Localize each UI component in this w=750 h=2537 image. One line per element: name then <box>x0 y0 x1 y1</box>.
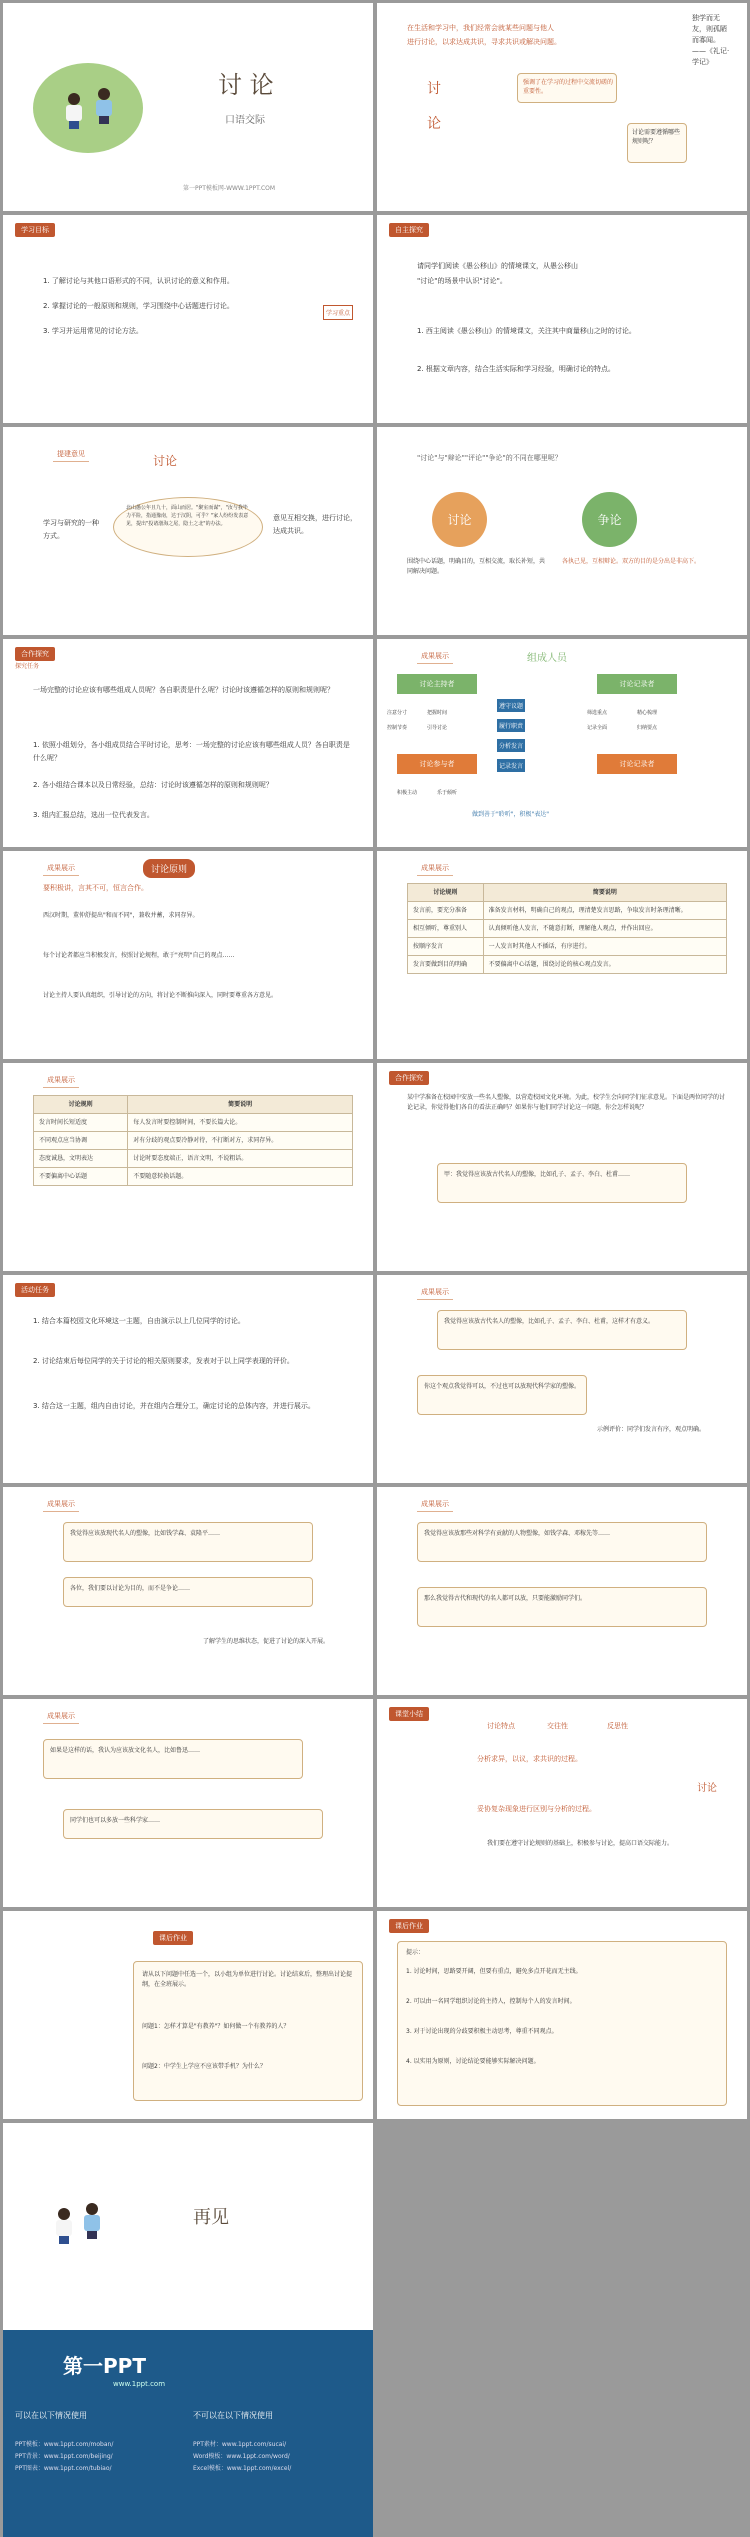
desc-cell: 不要随意转换话题。 <box>128 1168 353 1186</box>
quote-2: 那么我觉得古代和现代的名人都可以放，只要能激励同学们。 <box>424 1595 587 1602</box>
homework-q1: 问题1：怎样才算是"有教养"？如何做一个有教养的人？ <box>142 2023 290 2030</box>
summary-1: 分析求异，以议，求共识的过程。 <box>477 1755 582 1763</box>
right-sub-2: 精心梳理 <box>637 710 658 716</box>
section-tag: 成果展示 <box>417 1285 453 1300</box>
desc-cell: 准备发言材料，明确自己的观点，理清楚发言思路，争取发言时条理清晰。 <box>483 902 726 920</box>
tip-2: 乐于倾听 <box>437 790 458 796</box>
rules-table-2 <box>33 1095 353 1186</box>
footer-link[interactable]: PPT背景：www.1ppt.com/beijing/ <box>15 2453 113 2460</box>
rule-cell: 发言时间长短适度 <box>34 1114 128 1132</box>
girl-illustration <box>53 2208 75 2244</box>
bubble-text: 甲：我觉得应该放古代名人的塑像，比如孔子、孟子、李白、杜甫…… <box>444 1171 631 1178</box>
slide-discuss-def <box>3 427 373 635</box>
summary-bottom: 我们要在遵守讨论规则的基础上，积极参与讨论，提高口语交际能力。 <box>487 1840 674 1847</box>
task-3: 3. 结合这一主题，组内自由讨论，并在组内合理分工，确定讨论的总体内容，并进行展示。 <box>33 1402 315 1410</box>
lead-1: 请同学们阅读《愚公移山》的情境课文，从愚公移山 <box>417 262 578 270</box>
girl-illustration <box>63 93 85 129</box>
coop-question: 一场完整的讨论应该有哪些组成人员呢？各自职责是什么呢？讨论时该遵循怎样的原则和规则呢？ <box>33 686 334 694</box>
right-sub-1: 筛选重点 <box>587 710 608 716</box>
slide-rules-2 <box>3 1063 373 1271</box>
footer-link[interactable]: PPT素材：www.1ppt.com/sucai/ <box>193 2441 287 2448</box>
tree-illustration <box>33 63 143 153</box>
role-recorder: 讨论记录者 <box>597 674 677 694</box>
col-desc: 简要说明 <box>128 1096 353 1114</box>
top-1: 讨论特点 <box>487 1722 515 1730</box>
slide-show-3 <box>377 1487 747 1695</box>
slide-tips <box>377 1911 747 2119</box>
rule-cell: 不同观点应当协调 <box>34 1132 128 1150</box>
compare-title: "讨论"与"辩论""评论""争论"的不同在哪里呢？ <box>417 454 562 462</box>
goal-3: 3. 学习并运用常见的讨论方法。 <box>43 327 143 335</box>
question-2: 2. 根据文章内容，结合生活实际和学习经验，明确讨论的特点。 <box>417 365 615 373</box>
ask-text: 讨论需要遵循哪些规则呢？ <box>632 129 681 145</box>
quote-1: 我觉得应该放现代名人的塑像，比如钱学森、袁隆平…… <box>70 1530 221 1537</box>
slide-bye <box>3 2123 373 2331</box>
para-2: 每个讨论者都应当积极发言，按照讨论规程，敢于"亮明"自己的观点…… <box>43 952 235 959</box>
desc-cell: 一人发言时其他人不插话，有序进行。 <box>483 938 726 956</box>
left-note: 学习与研究的一种方式。 <box>43 519 99 540</box>
quote-box-1 <box>417 1522 707 1562</box>
slide-explore <box>377 215 747 423</box>
role-recorder-2: 讨论记录者 <box>597 754 677 774</box>
quote-box-1 <box>63 1522 313 1562</box>
bubble <box>517 73 617 103</box>
badge-key: 学习重点 <box>323 305 353 320</box>
goal-2: 2. 掌握讨论的一般原则和规则，学习围绕中心话题进行讨论。 <box>43 302 234 310</box>
step-3: 3. 组内汇报总结，选出一位代表发言。 <box>33 811 154 819</box>
para-3: 讨论主持人要认真组织，引导讨论的方向，将讨论不断推向深入，同时要尊重各方意见。 <box>43 992 278 999</box>
tip-1: 积极主动 <box>397 790 418 796</box>
circle-argue: 争论 <box>582 492 637 547</box>
footer-link[interactable]: PPT模板：www.1ppt.com/moban/ <box>15 2441 114 2448</box>
slide-show-1 <box>377 1275 747 1483</box>
section-tag: 成果展示 <box>417 861 453 876</box>
char-tao: 讨 <box>427 81 441 97</box>
quote-box-1 <box>437 1310 687 1350</box>
top-3: 反思性 <box>607 1722 628 1730</box>
slide-intro <box>377 3 747 211</box>
quote-box-1 <box>43 1739 303 1779</box>
quote-2: 同学们也可以多放一些科学家…… <box>70 1817 161 1824</box>
bye-text: 再见 <box>193 2207 229 2228</box>
logo-site: www.1ppt.com <box>113 2380 166 2388</box>
quote-1: 如果是这样的话，我认为应该放文化名人，比如鲁迅…… <box>50 1747 201 1754</box>
desc-cell: 不要偏离中心话题，围绕讨论的核心观点发言。 <box>483 956 726 974</box>
rule-cell: 态度诚恳，文明表达 <box>34 1150 128 1168</box>
quote-box-2 <box>63 1809 323 1839</box>
col-rule: 讨论规则 <box>408 884 484 902</box>
sub-tag: 探究任务 <box>15 663 40 670</box>
col-desc: 简要说明 <box>483 884 726 902</box>
section-tag: 成果展示 <box>417 1497 453 1512</box>
mid-4: 记录发言 <box>497 759 525 772</box>
members-title: 组成人员 <box>527 653 567 664</box>
section-tag: 成果展示 <box>417 649 453 664</box>
section-tag: 成果展示 <box>43 861 79 876</box>
task-2: 2. 讨论结束后每位同学的关于讨论的相关原则要求，发表对于以上同学表现的评价。 <box>33 1357 294 1365</box>
subtitle: 口语交际 <box>225 115 265 126</box>
rule-cell: 相互倾听，尊重别人 <box>408 920 484 938</box>
quote-box-2 <box>417 1375 587 1415</box>
slide-rules-1 <box>377 851 747 1059</box>
step-1: 1. 依照小组划分，各小组成员结合平时讨论，思考：一场完整的讨论应该有哪些组成人员？各自职责是什么呢？ <box>33 741 350 762</box>
story-text: 北山愚公年且九十，面山而居。"聚室而谋"，"汝与我毕力平险，指通豫南，达于汉阴，可乎？"家人纷纷发表意见，提出"投诸渤海之尾，隐土之北"的办法。 <box>126 505 249 527</box>
quote-1: 我觉得应该放那些对科学有贡献的人物塑像，如钱学森、邓稼先等…… <box>424 1530 611 1537</box>
ask-bubble <box>627 123 687 163</box>
quote-1: 我觉得应该放古代名人的塑像，比如孔子、孟子、李白、杜甫，这样才有意义。 <box>444 1318 655 1325</box>
quote-2: 各位，我们要以讨论为目的，而不是争论…… <box>70 1585 191 1592</box>
section-tag: 课堂小结 <box>389 1707 429 1721</box>
note: 了解学生的思维状态，促进了讨论的深入开展。 <box>203 1638 330 1645</box>
slide-summary <box>377 1699 747 1907</box>
intro-line-2: 进行讨论，以求达成共识，寻求共识或解决问题。 <box>407 38 561 46</box>
section-tag: 课后作业 <box>389 1919 429 1933</box>
section-tag: 提建意见 <box>53 447 89 462</box>
rule-cell: 不要偏离中心话题 <box>34 1168 128 1186</box>
summary-2: 妥协复杂现象进行区别与分析的过程。 <box>477 1805 596 1813</box>
role-participant: 讨论参与者 <box>397 754 477 774</box>
left-sub-1: 注意分寸 <box>387 710 408 716</box>
slide-compare <box>377 427 747 635</box>
slide-principles <box>3 851 373 1059</box>
mid-1: 遵守议题 <box>497 699 525 712</box>
section-tag: 学习目标 <box>15 223 55 237</box>
section-tag: 合作探究 <box>15 647 55 661</box>
title: 讨 论 <box>218 71 274 99</box>
right-sub-3: 记录全面 <box>587 725 608 731</box>
tip-1: 1. 讨论时间，思路要开阔，但要有重点，避免多点开花而无主线。 <box>406 1968 582 1975</box>
tips-box <box>397 1941 727 2106</box>
note: 示例评价：同学们发言有序，观点明确。 <box>597 1426 706 1433</box>
story-ellipse <box>113 497 263 557</box>
footer-link[interactable]: Word模板：www.1ppt.com/word/ <box>193 2453 290 2460</box>
right-note: 意见互相交换，进行讨论，达成共识。 <box>273 514 357 535</box>
desc-cell: 对有分歧的观点要冷静对待，不打断对方，求同存异。 <box>128 1132 353 1150</box>
para-1: 西汉时期，董仲舒提出"和而不同"，兼收并蓄，求同存异。 <box>43 912 199 919</box>
desc-cell: 每人发言时要控制时间，不要长篇大论。 <box>128 1114 353 1132</box>
section-tag: 合作探究 <box>389 1071 429 1085</box>
quote-box-2 <box>63 1577 313 1607</box>
homework-lead: 请从以下问题中任选一个，以小组为单位进行讨论。讨论结束后，整理出讨论提纲，在全班展示。 <box>142 1971 353 1988</box>
scenario-bubble <box>437 1163 687 1203</box>
desc-cell: 认真倾听他人发言，不随意打断，理解他人观点，并作出回应。 <box>483 920 726 938</box>
tips-head: 提示： <box>406 1949 425 1956</box>
logo: 第一PPT <box>63 2354 146 2378</box>
members-foot: 做到善于"聆听"，积极"表达" <box>472 811 550 818</box>
quote-2: 你这个观点我觉得可以，不过也可以放现代科学家的塑像。 <box>424 1383 581 1390</box>
usage-left-title: 可以在以下情况使用 <box>15 2411 87 2420</box>
argue-desc: 各执己见，互相辩论。双方的目的是分出是非高下。 <box>562 558 701 565</box>
col-rule: 讨论规则 <box>34 1096 128 1114</box>
role-host: 讨论主持者 <box>397 674 477 694</box>
tip-4: 4. 以实用为原则，讨论结论要能够实际解决问题。 <box>406 2058 540 2065</box>
slide-show-4 <box>3 1699 373 1907</box>
slide-show-2 <box>3 1487 373 1695</box>
question-1: 1. 西主阅读《愚公移山》的情境课文，关注其中商量移山之时的讨论。 <box>417 327 636 335</box>
mid-3: 分析发言 <box>497 739 525 752</box>
principles-title: 讨论原则 <box>143 859 195 878</box>
rule-cell: 按顺序发言 <box>408 938 484 956</box>
lead-2: "讨论"的场景中认识"讨论"。 <box>417 277 507 285</box>
boy-illustration <box>93 88 115 124</box>
tip-2: 2. 可以由一名同学组织讨论的主持人，控制每个人的发言时间。 <box>406 1998 576 2005</box>
section-tag: 活动任务 <box>15 1283 55 1297</box>
principles-sub: 要积极讲，言其不可，恒言合作。 <box>43 884 148 892</box>
section-tag: 自主探究 <box>389 223 429 237</box>
char-lun: 论 <box>427 116 441 132</box>
goal-1: 1. 了解讨论与其他口语形式的不同，认识讨论的意义和作用。 <box>43 277 234 285</box>
homework-box <box>133 1961 363 2101</box>
homework-q2: 问题2：中学生上学应不应该带手机？为什么？ <box>142 2063 266 2070</box>
slide-title <box>3 3 373 211</box>
slide-scenario <box>377 1063 747 1271</box>
slide-coop <box>3 639 373 847</box>
slide-members <box>377 639 747 847</box>
footer-link[interactable]: Excel模板：www.1ppt.com/excel/ <box>193 2465 292 2472</box>
section-tag: 成果展示 <box>43 1497 79 1512</box>
section-tag: 成果展示 <box>43 1073 79 1088</box>
rule-cell: 发言要做到目的明确 <box>408 956 484 974</box>
circle-discuss: 讨论 <box>432 492 487 547</box>
desc-cell: 讨论时要态度端正，语言文明，不说粗话。 <box>128 1150 353 1168</box>
task-1: 1. 结合本篇校园文化环境这一主题，自由演示以上几位同学的讨论。 <box>33 1317 245 1325</box>
slide-homework <box>3 1911 373 2119</box>
word-discuss: 讨论 <box>153 454 178 468</box>
site-url: 第一PPT模板网-WWW.1PPT.COM <box>183 185 276 192</box>
left-sub-2: 把握时间 <box>427 710 448 716</box>
intro-line-1: 在生活和学习中，我们经常会就某些问题与他人 <box>407 24 554 32</box>
slide-task <box>3 1275 373 1483</box>
rule-cell: 发言前，要充分准备 <box>408 902 484 920</box>
rules-table-1 <box>407 883 727 974</box>
slide-goals <box>3 215 373 423</box>
top-2: 交往性 <box>547 1722 568 1730</box>
bubble-text: 强调了在学习的过程中交流切磋的重要性。 <box>523 79 614 95</box>
mid-2: 履行职责 <box>497 719 525 732</box>
section-tag: 课后作业 <box>153 1931 193 1945</box>
footer-link[interactable]: PPT图表：www.1ppt.com/tubiao/ <box>15 2465 112 2472</box>
step-2: 2. 各小组结合课本以及日常经验，总结：讨论时该遵循怎样的原则和规则呢？ <box>33 781 273 789</box>
left-sub-4: 引导讨论 <box>427 725 448 731</box>
right-sub-4: 归纳要点 <box>637 725 658 731</box>
scenario-text: 某中学准备在校园中安放一些名人塑像，以营造校园文化环境。为此，校学生会向同学们征求意见。下面是两位同学的讨论记录，你觉得他们各自的看法正确吗？如果你与他们同学讨论这一问题，你会怎样说呢？ <box>407 1094 726 1111</box>
boy-illustration <box>81 2203 103 2239</box>
left-sub-3: 控制节奏 <box>387 725 408 731</box>
quote-scroll: 独学而无友，则孤陋而寡闻。——《礼记·学记》 <box>692 14 730 66</box>
site-footer <box>3 2330 373 2537</box>
tip-3: 3. 对于讨论出现的分歧要积极主动思考，尊重不同观点。 <box>406 2028 558 2035</box>
usage-right-title: 不可以在以下情况使用 <box>193 2411 273 2420</box>
summary-word: 讨论 <box>697 1783 717 1794</box>
discuss-desc: 围绕中心话题，明确目的，互相交流，取长补短，共同解决问题。 <box>407 558 546 575</box>
quote-box-2 <box>417 1587 707 1627</box>
section-tag: 成果展示 <box>43 1709 79 1724</box>
